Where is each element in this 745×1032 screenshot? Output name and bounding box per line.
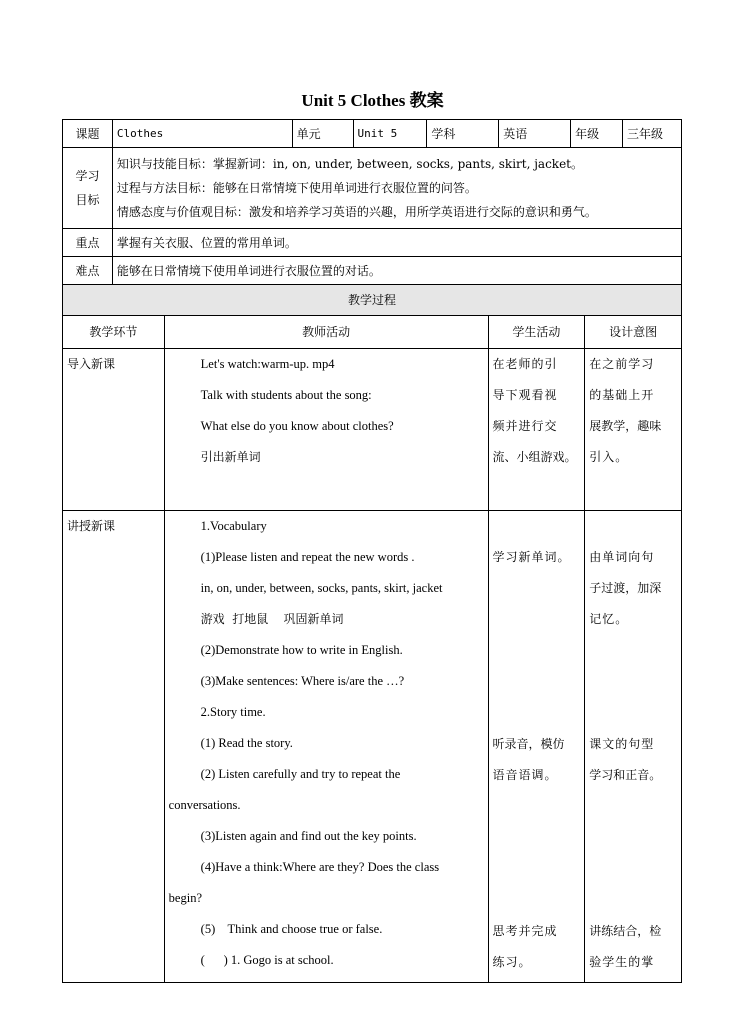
design-line: 学习和正音。	[589, 768, 662, 782]
topic-label: 课题	[63, 120, 113, 148]
design-line: 子过渡，加深	[589, 581, 662, 595]
column-header-row	[63, 316, 682, 349]
teacher-line: (2)Demonstrate how to write in English.	[200, 643, 403, 657]
subject-value: 英语	[499, 120, 571, 148]
difficulty-row	[63, 257, 682, 285]
process-title-row	[63, 285, 682, 316]
teacher-activity-intro	[164, 349, 488, 511]
student-line: 听录音，模仿	[492, 737, 565, 751]
teacher-line: 引出新单词	[200, 450, 261, 464]
teacher-line: Talk with students about the song:	[200, 388, 372, 402]
teacher-line: (3)Make sentences: Where is/are the …?	[200, 674, 405, 688]
goals-row	[63, 148, 682, 229]
grade-value: 三年级	[623, 120, 682, 148]
design-line: 由单词向句	[589, 550, 655, 564]
column-header-stage: 教学环节	[63, 316, 165, 349]
unit-value: Unit 5	[353, 120, 427, 148]
student-line: 练习。	[492, 955, 532, 969]
student-line: 频并进行交	[492, 419, 558, 433]
key-points-text: 掌握有关衣服、位置的常用单词。	[112, 229, 681, 257]
design-line: 引入。	[589, 450, 629, 464]
student-line: 学习新单词。	[492, 550, 571, 564]
teacher-line: ( ) 1. Gogo is at school.	[200, 953, 334, 967]
design-line: 课文的句型	[589, 737, 655, 751]
grade-label: 年级	[571, 120, 623, 148]
process-title: 教学过程	[63, 285, 682, 316]
page-title: Unit 5 Clothes 教案	[301, 91, 444, 110]
difficulty-text: 能够在日常情境下使用单词进行衣服位置的对话。	[112, 257, 681, 285]
design-line: 在之前学习	[589, 357, 655, 371]
topic-value: Clothes	[112, 120, 292, 148]
student-line: 语音语调。	[492, 768, 558, 782]
table-row	[63, 349, 682, 511]
difficulty-label: 难点	[63, 257, 113, 285]
design-intent-intro	[585, 349, 682, 511]
goals-content	[112, 148, 681, 229]
key-points-row	[63, 229, 682, 257]
knowledge-goal: 知识与技能目标：掌握新词：in, on, under, between, socks, pants, skirt, jacket。	[116, 157, 584, 171]
goals-label-line2: 目标	[75, 193, 100, 207]
teacher-line: (1) Read the story.	[200, 736, 293, 750]
column-header-teacher: 教师活动	[164, 316, 488, 349]
student-line: 思考并完成	[492, 924, 558, 938]
teacher-line: (1)Please listen and repeat the new words .	[200, 550, 415, 564]
student-line: 在老师的引	[492, 357, 558, 371]
teacher-line: (3)Listen again and find out the key points.	[200, 829, 417, 843]
design-line: 的基础上开	[589, 388, 655, 402]
teaching-process-table	[62, 284, 682, 983]
process-goal: 过程与方法目标：能够在日常情境下使用单词进行衣服位置的问答。	[116, 181, 477, 195]
info-row	[63, 120, 682, 148]
goals-label-line1: 学习	[75, 169, 100, 183]
teacher-line: in, on, under, between, socks, pants, skirt, jacket	[200, 581, 443, 595]
teacher-line: What else do you know about clothes?	[200, 419, 394, 433]
teacher-line: begin?	[168, 891, 202, 905]
table-row	[63, 511, 682, 983]
column-header-design: 设计意图	[585, 316, 682, 349]
teacher-line: conversations.	[168, 798, 241, 812]
column-header-student: 学生活动	[488, 316, 585, 349]
design-line: 验学生的掌	[589, 955, 655, 969]
teacher-line: (2) Listen carefully and try to repeat the	[200, 767, 401, 781]
student-activity-new-lesson	[488, 511, 585, 983]
unit-label: 单元	[292, 120, 353, 148]
teacher-line: 游戏 打地鼠 巩固新单词	[200, 612, 344, 626]
stage-new-lesson: 讲授新课	[63, 511, 165, 983]
design-line: 记忆。	[589, 612, 629, 626]
emotion-goal: 情感态度与价值观目标：激发和培养学习英语的兴趣，用所学英语进行交际的意识和勇气。	[116, 205, 597, 219]
stage-intro: 导入新课	[63, 349, 165, 511]
subject-label: 学科	[427, 120, 499, 148]
teacher-activity-new-lesson	[164, 511, 488, 983]
teacher-line: 1.Vocabulary	[200, 519, 267, 533]
goals-label	[63, 148, 113, 229]
lesson-info-table	[62, 119, 682, 285]
teacher-line: 2.Story time.	[200, 705, 266, 719]
design-line: 展教学，趣味	[589, 419, 662, 433]
teacher-line: (5) Think and choose true or false.	[200, 922, 383, 936]
student-line: 导下观看视	[492, 388, 558, 402]
teacher-line: Let's watch:warm-up. mp4	[200, 357, 335, 371]
student-line: 流、小组游戏。	[492, 450, 577, 464]
teacher-line: (4)Have a think:Where are they? Does the class	[200, 860, 440, 874]
design-line: 讲练结合，检	[589, 924, 662, 938]
student-activity-intro	[488, 349, 585, 511]
design-intent-new-lesson	[585, 511, 682, 983]
key-points-label: 重点	[63, 229, 113, 257]
